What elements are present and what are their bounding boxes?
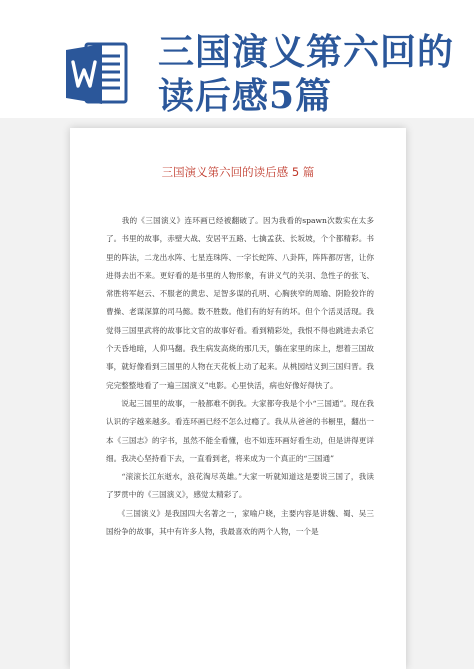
document-title: 三国演义第六回的读后感 5 篇	[161, 165, 315, 179]
paragraph-3: “滚滚长江东逝水，浪花淘尽英雄。”大家一听就知道这是要说三国了，我读了罗贯中的《三国演义》，感觉太精彩了。	[106, 472, 374, 500]
page-title-line-1: 三国演义第六回的	[158, 31, 455, 73]
page-title-line-2: 读后感5篇	[158, 75, 333, 117]
paragraph-2: 说起三国里的故事，一般都难不倒我。大家都夸我是个小“三国通”。现在我认识的字越来越多。看连环画已经不怎么过瘾了。我从从爸爸的书橱里，翻出一本《三国志》的字书，虽然不能全看懂，也不如连环画好看生动，但是讲得更详细。我决心坚持看下去，一直看到老，将来成为一个真正的“三国通”	[106, 398, 374, 463]
paragraph-1: 我的《三国演义》连环画已经被翻破了。因为我看的spawn次数实在太多了。书里的故事，赤壁大战、安居平五路、七擒孟获、长坂坡，个个都精彩。书里的阵法，二龙出水阵、七星连珠阵、一字长蛇阵、八卦阵，阵阵都厉害，让你进得去出不来。更好看的是书里的人物形象，有讲义气的关羽、急性子的张飞、常胜将军赵云、不服老的黄忠、足智多谋的孔明、心胸狭窄的周瑜、阴险狡诈的曹操、老谋深算的司马懿。数不胜数。他们有的好有的坏。但个个活灵活现。我觉得三国里武将的故事比文官的故事好看。看到精彩处，我恨不得也跳进去杀它个天昏地暗，人仰马翻。我生病发高烧的那几天，躺在家里的床上，想着三国故事，就好像看到三国里的人物在天花板上动了起来。从桃园结义到三国归晋。我完完整整地看了一遍三国演义”电影。心里快活，病也好像好得快了。	[106, 216, 374, 390]
word-document-icon	[66, 40, 130, 108]
document-page	[70, 128, 406, 669]
paragraph-4: 《三国演义》是我国四大名著之一，家喻户晓，主要内容是讲魏、蜀、吴三国纷争的故事，其中有许多人物，我最喜欢的两个人物，一个是	[106, 508, 374, 537]
header-banner	[0, 0, 474, 118]
document-body	[106, 212, 374, 541]
